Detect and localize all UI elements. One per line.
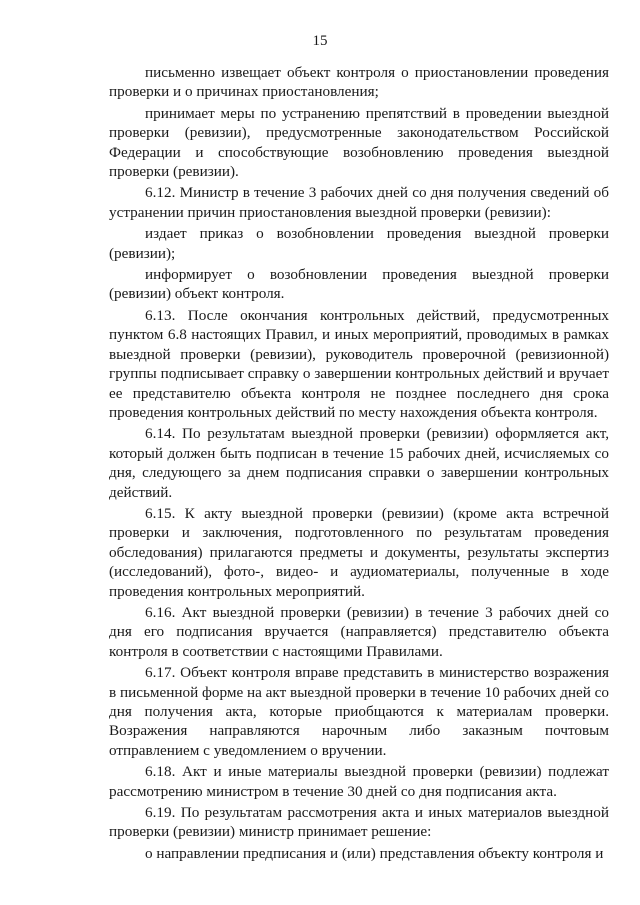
paragraph-6-12: 6.12. Министр в течение 3 рабочих дней со дня получения сведений об устранении причин приостановления выездной проверки (ревизии): <box>109 184 609 221</box>
paragraph-6-15: 6.15. К акту выездной проверки (ревизии) (кроме акта встречной проверки и заключения, подготовленного по результатам проведения обследования) прилагаются предметы и документы, результаты экспертиз (исследований), фото-, видео- и аудиоматериалы, полученные в ходе проведения контрольных мероприятий. <box>109 504 609 600</box>
page-number: 15 <box>312 33 328 49</box>
paragraph-6-12-item-2: информирует о возобновлении проведения выездной проверки (ревизии) объект контроля. <box>109 266 609 303</box>
document-body <box>109 63 609 865</box>
paragraph-6-17: 6.17. Объект контроля вправе представить в министерство возражения в письменной форме на акт выездной проверки в течение 10 рабочих дней со дня получения акта, которые приобщаются к материалам проверки. Возражения направляются нарочным либо заказным почтовым отправлением с уведомлением о вручении. <box>109 664 609 759</box>
paragraph-2: принимает меры по устранению препятствий в проведении выездной проверки (ревизии), предусмотренные законодательством Российской Федерации и способствующие возобновлению проведения выездной проверки (ревизии). <box>109 104 609 181</box>
paragraph-6-19-item-1: о направлении предписания и (или) представления объекту контроля и <box>145 844 604 862</box>
paragraph-6-19: 6.19. По результатам рассмотрения акта и иных материалов выездной проверки (ревизии) министр принимает решение: <box>109 804 609 841</box>
paragraph-6-16: 6.16. Акт выездной проверки (ревизии) в течение 3 рабочих дней со дня его подписания вручается (направляется) представителю объекта контроля в соответствии с настоящими Правилами. <box>109 603 609 660</box>
paragraph-6-13: 6.13. После окончания контрольных действий, предусмотренных пунктом 6.8 настоящих Правил, и иных мероприятий, проводимых в рамках выездной проверки (ревизии), руководитель проверочной (ревизионной) группы подписывает справку о завершении контрольных действий и вручает ее представителю объекта контроля не позднее последнего дня срока проведения контрольных действий по месту нахождения объекта контроля. <box>109 306 609 421</box>
paragraph-6-18: 6.18. Акт и иные материалы выездной проверки (ревизии) подлежат рассмотрению министром в течение 30 дней со дня подписания акта. <box>109 763 609 800</box>
paragraph-6-14: 6.14. По результатам выездной проверки (ревизии) оформляется акт, который должен быть подписан в течение 15 рабочих дней, исчисляемых со дня, следующего за днем подписания справки о завершении контрольных действий. <box>109 425 609 501</box>
paragraph-6-12-item-1: издает приказ о возобновлении проведения выездной проверки (ревизии); <box>109 225 609 262</box>
paragraph-1: письменно извещает объект контроля о приостановлении проведения проверки и о причинах приостановления; <box>109 64 609 101</box>
